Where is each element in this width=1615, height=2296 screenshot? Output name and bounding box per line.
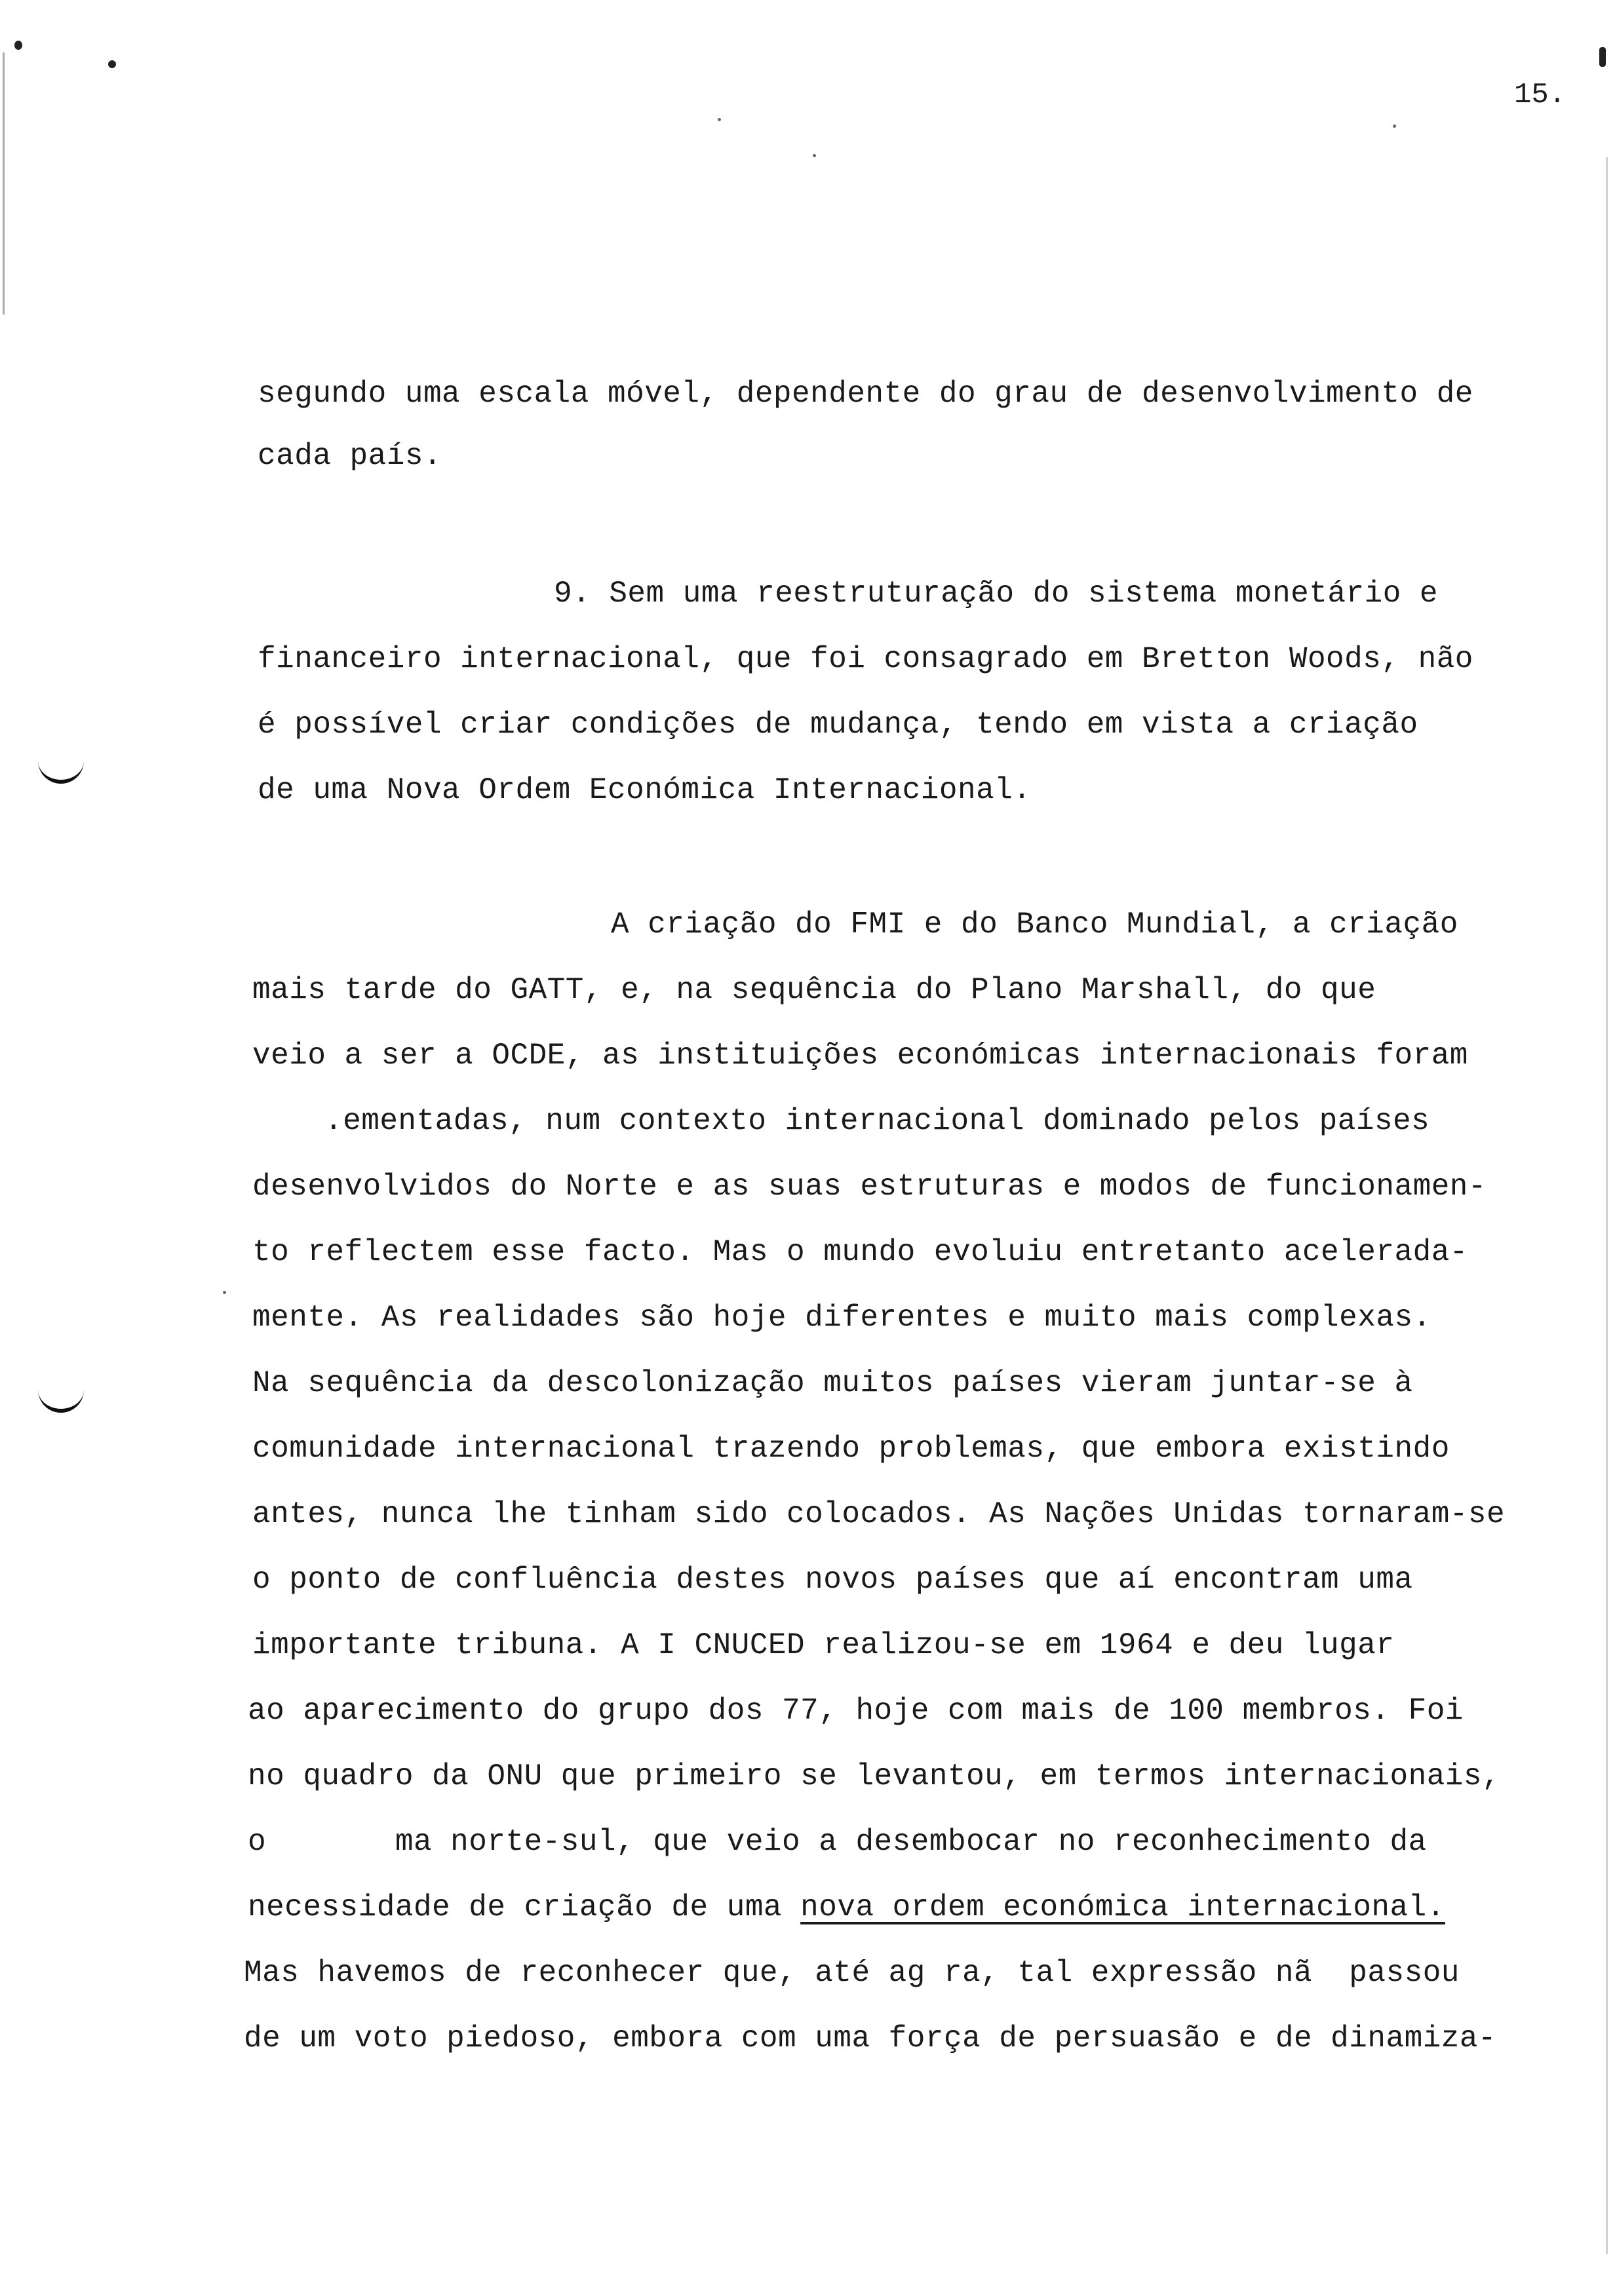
page-number: 15. bbox=[1514, 79, 1566, 111]
scan-speck bbox=[1599, 47, 1606, 67]
scan-speck bbox=[813, 154, 816, 157]
scan-speck bbox=[718, 118, 721, 121]
scan-speck bbox=[14, 41, 22, 50]
text-line-prefix: necessidade de criação de uma bbox=[248, 1890, 801, 1924]
underlined-phrase: nova ordem económica internacional. bbox=[800, 1890, 1445, 1924]
text-line: comunidade internacional trazendo problemas, que embora existindo bbox=[252, 1432, 1450, 1466]
scan-edge-left bbox=[3, 52, 5, 315]
text-line: o ponto de confluência destes novos países que aí encontram uma bbox=[252, 1563, 1413, 1597]
text-line: é possível criar condições de mudança, tendo em vista a criação bbox=[258, 708, 1418, 742]
text-line bbox=[248, 1890, 1445, 1924]
text-line: no quadro da ONU que primeiro se levantou, em termos internacionais, bbox=[248, 1759, 1501, 1793]
punch-hole-mark bbox=[38, 1383, 84, 1413]
text-line: importante tribuna. A I CNUCED realizou-se em 1964 e deu lugar bbox=[252, 1628, 1395, 1662]
text-line: de um voto piedoso, embora com uma força de persuasão e de dinamiza- bbox=[244, 2021, 1497, 2056]
text-line: financeiro internacional, que foi consagrado em Bretton Woods, não bbox=[258, 642, 1473, 676]
text-line: antes, nunca lhe tinham sido colocados. As Nações Unidas tornaram-se bbox=[252, 1497, 1506, 1531]
text-line: veio a ser a OCDE, as instituições económicas internacionais foram bbox=[252, 1039, 1468, 1073]
text-line: segundo uma escala móvel, dependente do grau de desenvolvimento de bbox=[258, 377, 1473, 411]
text-line: mente. As realidades são hoje diferentes e muito mais complexas. bbox=[252, 1301, 1431, 1335]
text-line: mais tarde do GATT, e, na sequência do Plano Marshall, do que bbox=[252, 973, 1376, 1007]
text-line: de uma Nova Ordem Económica Internacional. bbox=[258, 773, 1032, 807]
text-line: to reflectem esse facto. Mas o mundo evoluiu entretanto acelerada- bbox=[252, 1235, 1468, 1269]
text-line: ao aparecimento do grupo dos 77, hoje com mais de 100 membros. Foi bbox=[248, 1694, 1464, 1728]
scan-edge-right bbox=[1606, 157, 1608, 2254]
text-line: desenvolvidos do Norte e as suas estruturas e modos de funcionamen- bbox=[252, 1170, 1487, 1204]
text-line: Na sequência da descolonização muitos países vieram juntar-se à bbox=[252, 1366, 1413, 1400]
text-line: o ma norte-sul, que veio a desembocar no reconhecimento da bbox=[248, 1825, 1427, 1859]
text-line: Mas havemos de reconhecer que, até ag ra, tal expressão nã passou bbox=[244, 1956, 1460, 1990]
text-line: 9. Sem uma reestruturação do sistema monetário e bbox=[554, 577, 1439, 611]
text-line: .ementadas, num contexto internacional dominado pelos países bbox=[324, 1104, 1430, 1138]
text-line: A criação do FMI e do Banco Mundial, a criação bbox=[611, 908, 1458, 942]
scan-speck bbox=[223, 1291, 226, 1294]
punch-hole-mark bbox=[38, 754, 84, 784]
scan-speck bbox=[1393, 124, 1396, 128]
scan-speck bbox=[108, 60, 116, 68]
text-line: cada país. bbox=[258, 439, 442, 473]
